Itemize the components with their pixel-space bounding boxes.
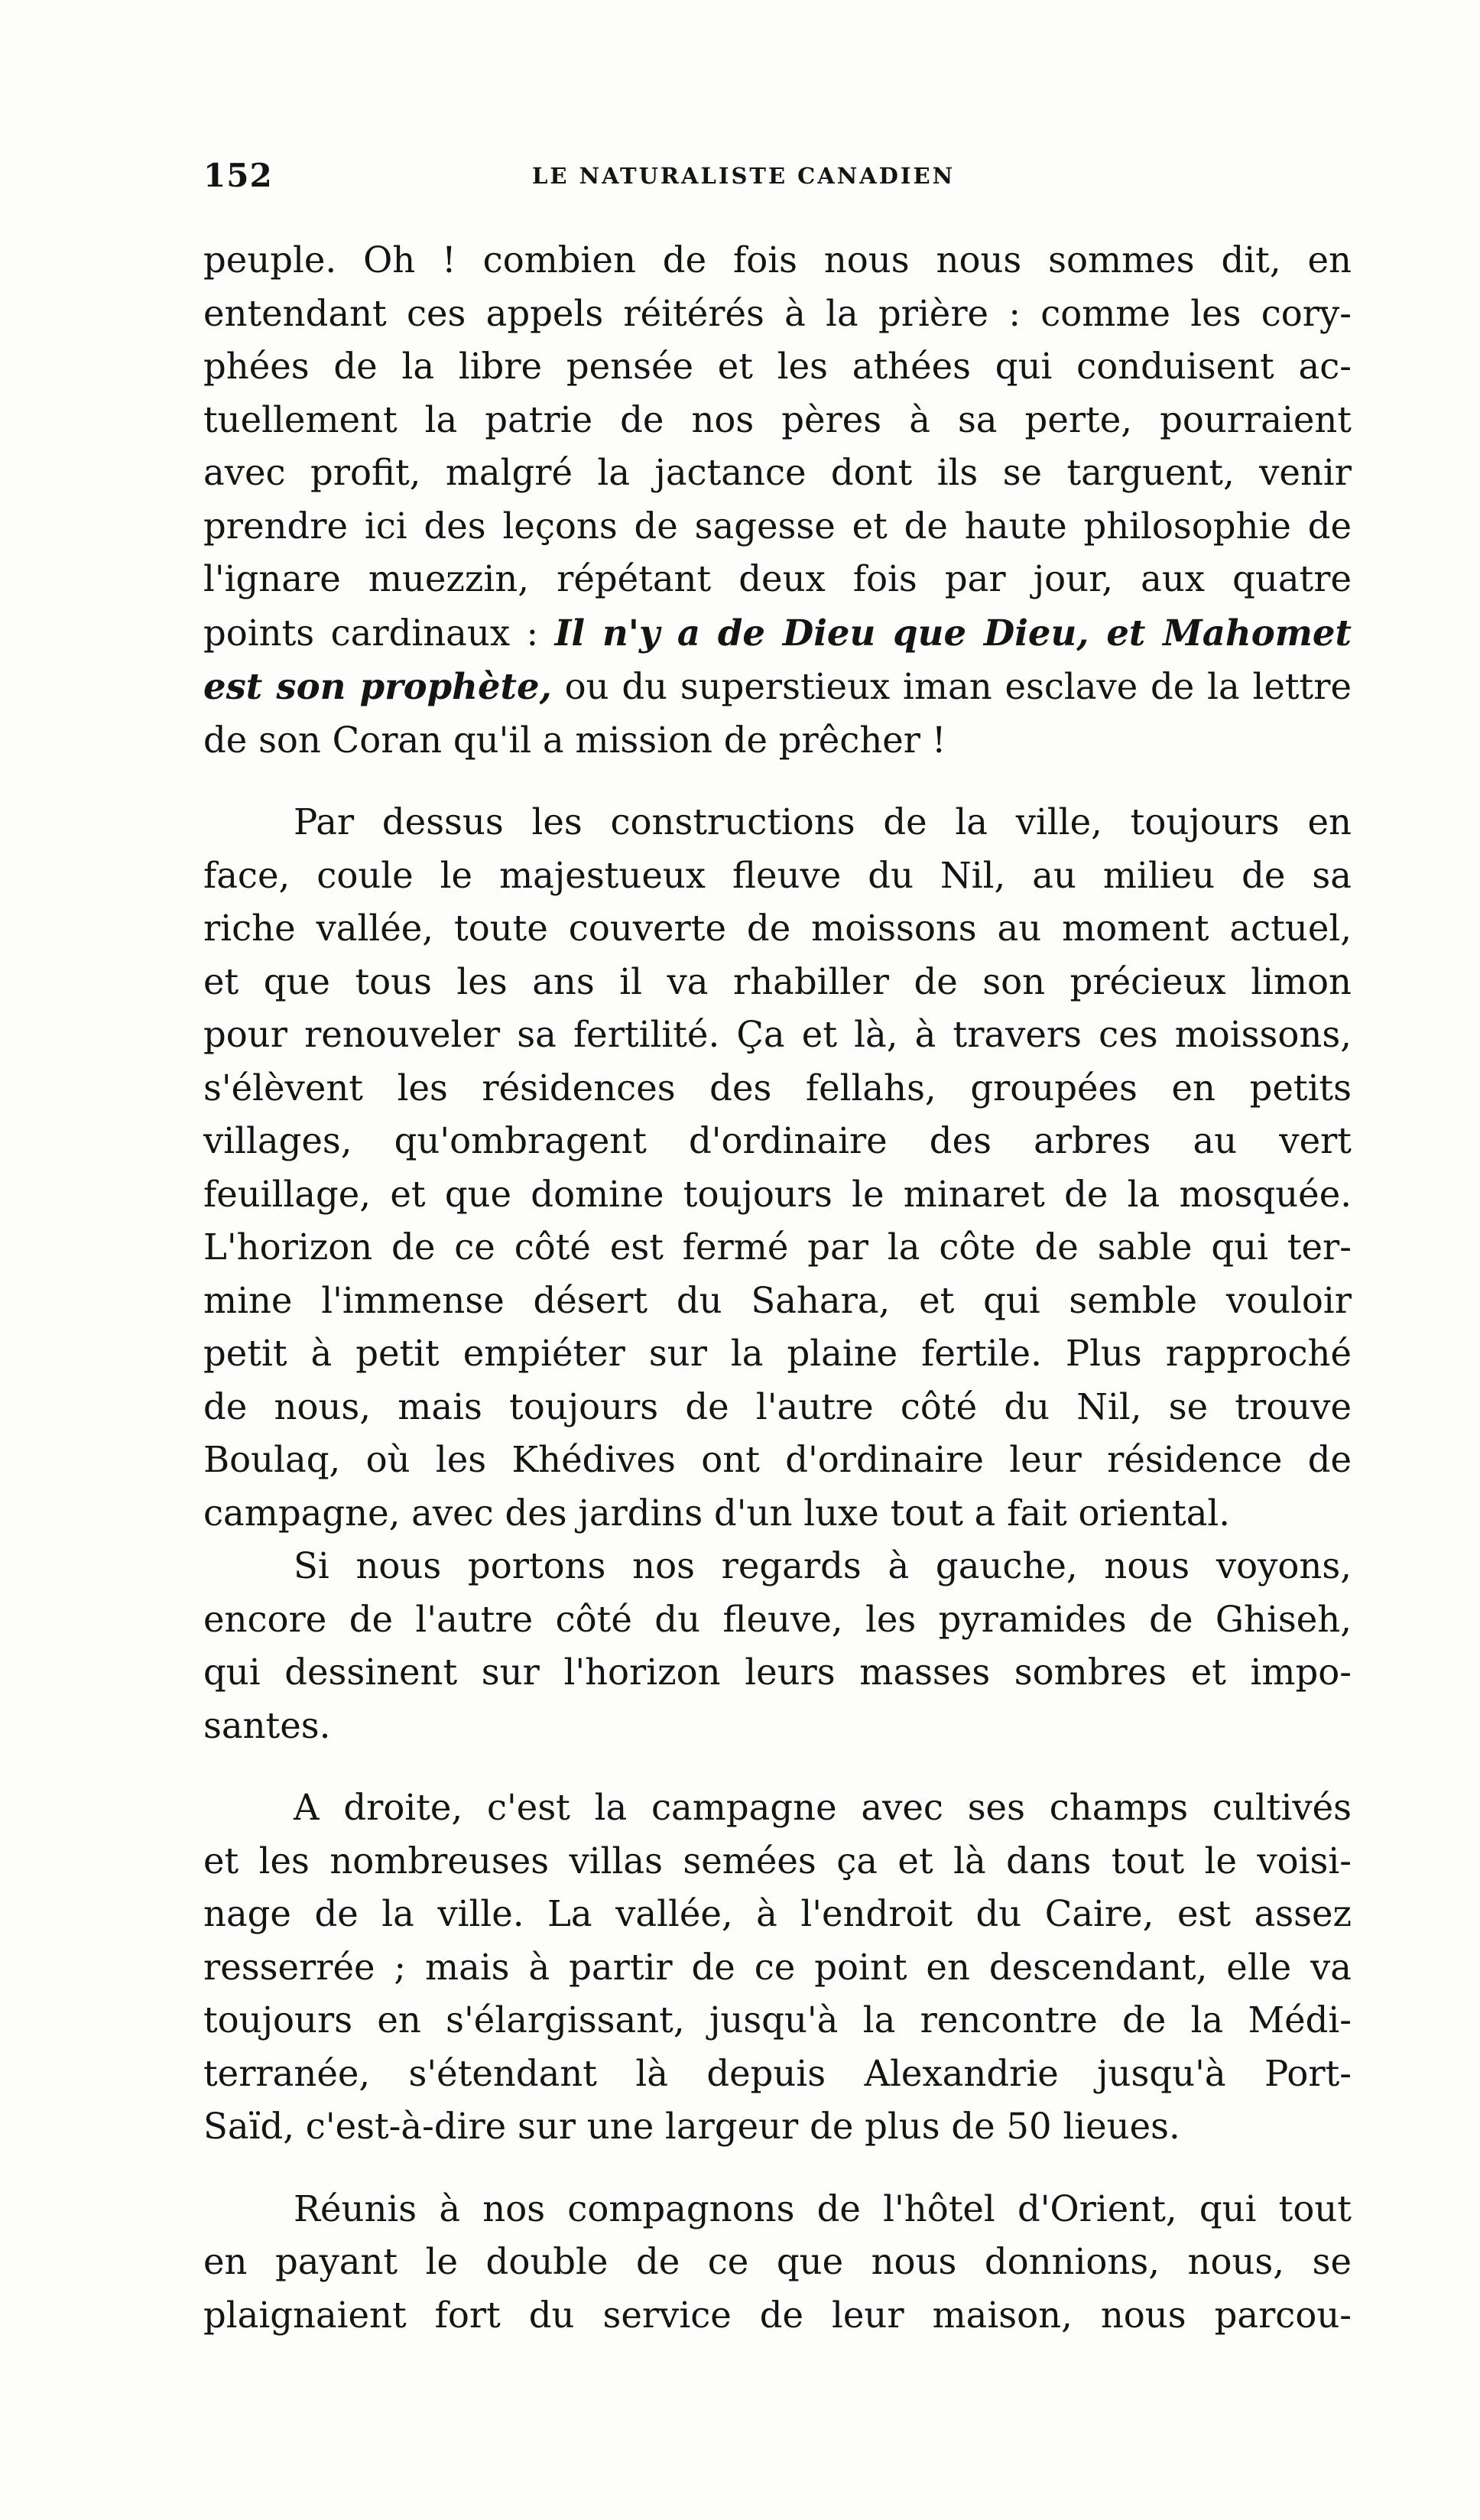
- text-line: L'horizon de ce côté est fermé par la côte de sable qui ter-: [203, 1226, 1352, 1268]
- text-line: feuillage, et que domine toujours le minaret de la mosquée.: [203, 1173, 1352, 1215]
- paragraph: [203, 1540, 1352, 1752]
- page-number: 152: [203, 157, 273, 194]
- text-line: s'élèvent les résidences des fellahs, groupées en petits: [203, 1067, 1352, 1109]
- running-head: [203, 157, 1350, 203]
- paragraph: [203, 796, 1352, 1540]
- text-line: toujours en s'élargissant, jusqu'à la rencontre de la Médi-: [203, 1999, 1352, 2041]
- text-line: A droite, c'est la campagne avec ses champs cultivés: [294, 1787, 1352, 1828]
- text-line: mine l'immense désert du Sahara, et qui semble vouloir: [203, 1279, 1352, 1321]
- paragraph-gap: [203, 1752, 1352, 1781]
- text-line: villages, qu'ombragent d'ordinaire des arbres au vert: [203, 1120, 1352, 1161]
- text-line: et les nombreuses villas semées ça et là dans tout le voisi-: [203, 1840, 1352, 1882]
- paragraph: [203, 1781, 1352, 2154]
- body-text: [203, 234, 1352, 2342]
- paragraph-gap: [203, 2154, 1352, 2183]
- text-line: de son Coran qu'il a mission de prêcher !: [203, 719, 946, 761]
- text-line: nage de la ville. La vallée, à l'endroit du Caire, est assez: [203, 1893, 1352, 1934]
- text-line: Si nous portons nos regards à gauche, nous voyons,: [294, 1545, 1352, 1586]
- text-line: en payant le double de ce que nous donnions, nous, se: [203, 2241, 1352, 2282]
- text-line: Boulaq, où les Khédives ont d'ordinaire leur résidence de: [203, 1439, 1352, 1480]
- text-line: de nous, mais toujours de l'autre côté du Nil, se trouve: [203, 1385, 1352, 1427]
- text-line: phées de la libre pensée et les athées qui conduisent ac-: [203, 346, 1352, 387]
- text-line: riche vallée, toute couverte de moissons au moment actuel,: [203, 908, 1352, 949]
- text-line: Par dessus les constructions de la ville, toujours en: [294, 801, 1352, 843]
- text-line: l'ignare muezzin, répétant deux fois par jour, aux quatre: [203, 558, 1352, 599]
- text-line: est son prophète, ou du superstieux iman esclave de la lettre: [203, 665, 1352, 707]
- text-line: face, coule le majestueux fleuve du Nil, au milieu de sa: [203, 854, 1352, 896]
- text-line: petit à petit empiéter sur la plaine fertile. Plus rapproché: [203, 1333, 1352, 1374]
- paragraph: [203, 234, 1352, 767]
- text-line: terranée, s'étendant là depuis Alexandrie jusqu'à Port-: [203, 2052, 1352, 2094]
- text-line: tuellement la patrie de nos pères à sa perte, pourraient: [203, 398, 1352, 440]
- text-line: encore de l'autre côté du fleuve, les pyramides de Ghiseh,: [203, 1598, 1352, 1640]
- text-line: plaignaient fort du service de leur maison, nous parcou-: [203, 2294, 1352, 2336]
- text-line: resserrée ; mais à partir de ce point en descendant, elle va: [203, 1946, 1352, 1988]
- text-line: prendre ici des leçons de sagesse et de haute philosophie de: [203, 505, 1352, 547]
- text-line: avec profit, malgré la jactance dont ils se targuent, venir: [203, 452, 1352, 493]
- text-line: et que tous les ans il va rhabiller de son précieux limon: [203, 960, 1352, 1002]
- text-line: campagne, avec des jardins d'un luxe tout a fait oriental.: [203, 1492, 1231, 1534]
- text-line: Réunis à nos compagnons de l'hôtel d'Orient, qui tout: [294, 2187, 1352, 2229]
- paragraph: [203, 2183, 1352, 2343]
- text-line: points cardinaux : Il n'y a de Dieu que Dieu, et Mahomet: [203, 611, 1352, 654]
- text-line: qui dessinent sur l'horizon leurs masses sombres et impo-: [203, 1651, 1352, 1693]
- text-line: peuple. Oh ! combien de fois nous nous sommes dit, en: [203, 239, 1352, 281]
- text-line: entendant ces appels réitérés à la prière : comme les cory-: [203, 292, 1352, 334]
- text-line: santes.: [203, 1704, 331, 1746]
- text-line: pour renouveler sa fertilité. Ça et là, à travers ces moissons,: [203, 1014, 1352, 1055]
- journal-title: LE NATURALISTE CANADIEN: [532, 163, 956, 189]
- paragraph-gap: [203, 767, 1352, 796]
- text-line: Saïd, c'est-à-dire sur une largeur de plus de 50 lieues.: [203, 2106, 1180, 2147]
